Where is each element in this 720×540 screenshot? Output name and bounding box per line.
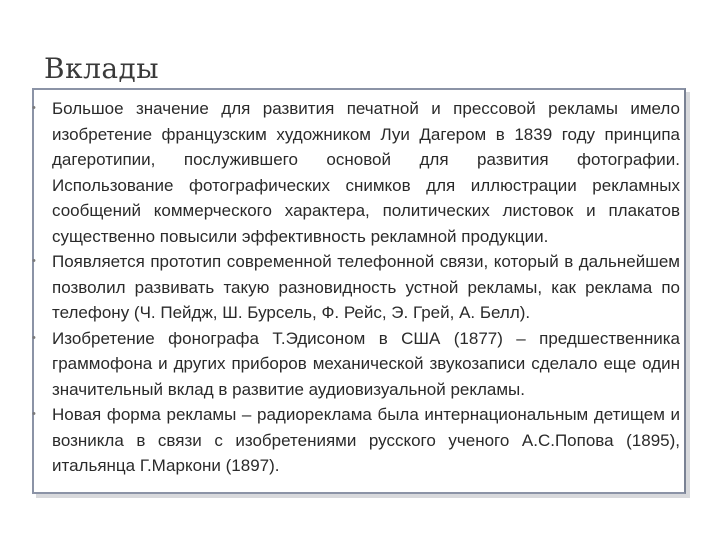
bullet-text: Изобретение фонографа Т.Эдисоном в США (1877) – предшественника граммофона и других приборов механической звукозаписи сделало еще один значительный вклад в развитие аудиовизуальной рекламы. [52,328,680,399]
bullet-icon: • [32,408,36,420]
bullet-icon: • [32,331,36,344]
list-item [30,326,680,403]
bullet-text: Новая форма рекламы – радиореклама была интернациональным детищем и возникла в связи с изобретениями русского ученого А.С.Попова (1895), итальянца Г.Маркони (1897). [52,405,680,475]
bullet-icon: • [32,102,36,114]
list-item [30,96,680,249]
bullet-text: Появляется прототип современной телефонной связи, который в дальнейшем позволил развивать такую разновидность устной рекламы, как реклама по телефону (Ч. Пейдж, Ш. Бурсель, Ф. Рейс, Э. Грей, А. Белл). [52,252,680,322]
bullet-icon: • [32,255,36,267]
slide-title: Вклады [44,52,160,85]
list-item [30,402,680,479]
bullet-list [30,96,680,479]
list-item [30,249,680,326]
bullet-text: Большое значение для развития печатной и прессовой рекламы имело изобретение французским художником Луи Дагером в 1839 году принципа дагеротипии, послужившего основой для развития фотографии. Использование фотографических снимков для иллюстрации рекламных сообщений коммерческого характера, политических листовок и плакатов существенно повысили эффективность рекламной продукции. [52,99,680,246]
